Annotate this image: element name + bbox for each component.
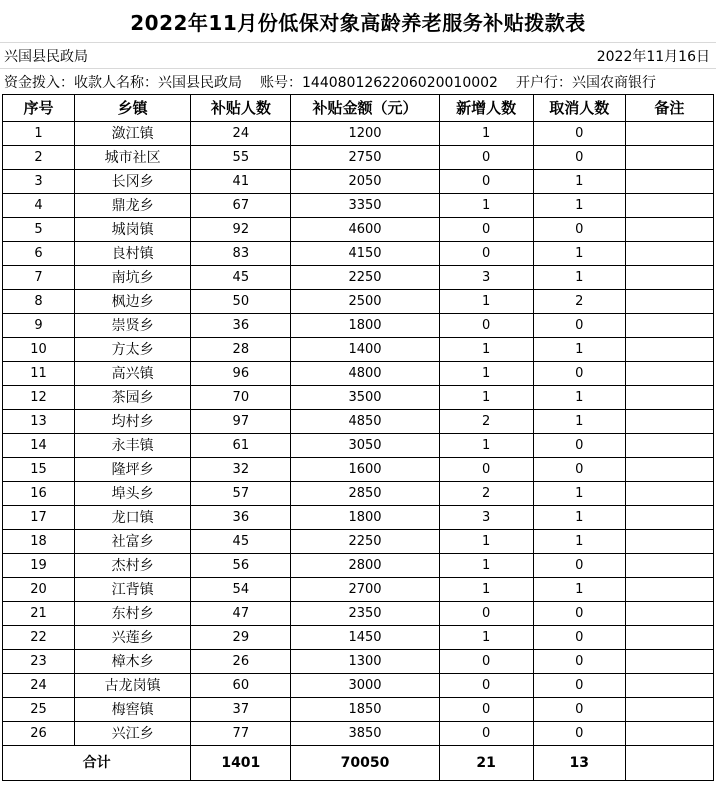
header-note[interactable]: 备注 <box>625 95 713 122</box>
cell-no[interactable]: 24 <box>3 674 75 698</box>
cell-note[interactable] <box>625 218 713 242</box>
cell-added[interactable]: 0 <box>439 170 533 194</box>
cell-no[interactable]: 20 <box>3 578 75 602</box>
cell-count[interactable]: 37 <box>191 698 291 722</box>
cell-town[interactable]: 樟木乡 <box>75 650 191 674</box>
cell-amount[interactable]: 3000 <box>291 674 439 698</box>
cell-added[interactable]: 0 <box>439 602 533 626</box>
cell-removed[interactable]: 2 <box>533 290 625 314</box>
cell-amount[interactable]: 1850 <box>291 698 439 722</box>
cell-town[interactable]: 永丰镇 <box>75 434 191 458</box>
cell-added[interactable]: 0 <box>439 146 533 170</box>
cell-amount[interactable]: 3500 <box>291 386 439 410</box>
cell-amount[interactable]: 4850 <box>291 410 439 434</box>
table-row <box>3 698 714 722</box>
cell-removed[interactable]: 1 <box>533 266 625 290</box>
table-row <box>3 482 714 506</box>
cell-note[interactable] <box>625 290 713 314</box>
cell-added[interactable]: 0 <box>439 218 533 242</box>
table-row <box>3 722 714 746</box>
cell-removed[interactable]: 1 <box>533 410 625 434</box>
total-amount[interactable]: 70050 <box>291 746 439 781</box>
cell-town[interactable]: 古龙岗镇 <box>75 674 191 698</box>
org-date-row <box>0 43 716 69</box>
cell-removed[interactable]: 0 <box>533 602 625 626</box>
cell-removed[interactable]: 1 <box>533 530 625 554</box>
total-removed[interactable]: 13 <box>533 746 625 781</box>
payee-name-field <box>4 72 242 92</box>
cell-added[interactable]: 0 <box>439 674 533 698</box>
cell-removed[interactable]: 0 <box>533 674 625 698</box>
cell-added[interactable]: 1 <box>439 122 533 146</box>
cell-town[interactable]: 兴江乡 <box>75 722 191 746</box>
cell-count[interactable]: 77 <box>191 722 291 746</box>
table-row <box>3 362 714 386</box>
cell-town[interactable]: 梅窖镇 <box>75 698 191 722</box>
cell-no[interactable]: 4 <box>3 194 75 218</box>
header-removed[interactable]: 取消人数 <box>533 95 625 122</box>
header-town[interactable]: 乡镇 <box>75 95 191 122</box>
cell-amount[interactable]: 2850 <box>291 482 439 506</box>
cell-no[interactable]: 18 <box>3 530 75 554</box>
cell-note[interactable] <box>625 674 713 698</box>
cell-note[interactable] <box>625 410 713 434</box>
cell-count[interactable]: 61 <box>191 434 291 458</box>
table-row <box>3 194 714 218</box>
cell-count[interactable]: 57 <box>191 482 291 506</box>
cell-note[interactable] <box>625 362 713 386</box>
table-row <box>3 170 714 194</box>
cell-added[interactable]: 0 <box>439 314 533 338</box>
cell-note[interactable] <box>625 314 713 338</box>
table-row <box>3 386 714 410</box>
cell-amount[interactable]: 3850 <box>291 722 439 746</box>
cell-note[interactable] <box>625 650 713 674</box>
cell-removed[interactable]: 0 <box>533 722 625 746</box>
cell-no[interactable]: 23 <box>3 650 75 674</box>
cell-added[interactable]: 1 <box>439 386 533 410</box>
cell-added[interactable]: 3 <box>439 506 533 530</box>
table-row <box>3 626 714 650</box>
payee-name: 兴国县民政局 <box>158 74 242 91</box>
cell-added[interactable]: 1 <box>439 626 533 650</box>
payee-prefix: 资金拨入：收款人名称： <box>4 74 158 91</box>
cell-no[interactable]: 13 <box>3 410 75 434</box>
cell-town[interactable]: 隆坪乡 <box>75 458 191 482</box>
cell-town[interactable]: 兴莲乡 <box>75 626 191 650</box>
cell-note[interactable] <box>625 458 713 482</box>
bank-name: 兴国农商银行 <box>571 74 656 91</box>
cell-town[interactable]: 城岗镇 <box>75 218 191 242</box>
cell-removed[interactable]: 1 <box>533 578 625 602</box>
table-row <box>3 434 714 458</box>
table-row <box>3 530 714 554</box>
cell-town[interactable]: 埠头乡 <box>75 482 191 506</box>
table-row <box>3 218 714 242</box>
header-added[interactable]: 新增人数 <box>439 95 533 122</box>
cell-removed[interactable]: 1 <box>533 242 625 266</box>
cell-removed[interactable]: 0 <box>533 218 625 242</box>
cell-amount[interactable]: 2500 <box>291 290 439 314</box>
table-row <box>3 122 714 146</box>
cell-town[interactable]: 南坑乡 <box>75 266 191 290</box>
cell-count[interactable]: 54 <box>191 578 291 602</box>
cell-no[interactable]: 16 <box>3 482 75 506</box>
cell-note[interactable] <box>625 554 713 578</box>
table-row <box>3 554 714 578</box>
cell-removed[interactable]: 0 <box>533 458 625 482</box>
cell-removed[interactable]: 0 <box>533 146 625 170</box>
table-row <box>3 674 714 698</box>
cell-added[interactable]: 0 <box>439 650 533 674</box>
table-row <box>3 602 714 626</box>
cell-no[interactable]: 8 <box>3 290 75 314</box>
account-number: 1440801262206020010002 <box>302 74 498 91</box>
table-row <box>3 146 714 170</box>
table-header-row <box>3 95 714 122</box>
total-label[interactable]: 合计 <box>3 746 191 781</box>
cell-no[interactable]: 2 <box>3 146 75 170</box>
total-note[interactable] <box>625 746 713 781</box>
cell-count[interactable]: 36 <box>191 506 291 530</box>
cell-amount[interactable]: 2800 <box>291 554 439 578</box>
cell-added[interactable]: 1 <box>439 554 533 578</box>
table-row <box>3 314 714 338</box>
cell-no[interactable]: 10 <box>3 338 75 362</box>
cell-amount[interactable]: 3050 <box>291 434 439 458</box>
cell-amount[interactable]: 2250 <box>291 266 439 290</box>
cell-count[interactable]: 45 <box>191 530 291 554</box>
sheet-title: 2022年11月份低保对象高龄养老服务补贴拨款表 <box>0 0 716 43</box>
bank-label: 开户行： <box>515 74 572 91</box>
subsidy-table <box>2 94 714 781</box>
cell-count[interactable]: 29 <box>191 626 291 650</box>
cell-removed[interactable]: 1 <box>533 386 625 410</box>
payee-row <box>0 69 716 94</box>
cell-removed[interactable]: 1 <box>533 338 625 362</box>
cell-removed[interactable]: 0 <box>533 314 625 338</box>
cell-note[interactable] <box>625 434 713 458</box>
table-row <box>3 578 714 602</box>
cell-note[interactable] <box>625 122 713 146</box>
cell-note[interactable] <box>625 506 713 530</box>
table-row <box>3 650 714 674</box>
cell-removed[interactable]: 0 <box>533 434 625 458</box>
cell-amount[interactable]: 4800 <box>291 362 439 386</box>
cell-amount[interactable]: 1450 <box>291 626 439 650</box>
cell-added[interactable]: 1 <box>439 362 533 386</box>
cell-town[interactable]: 江背镇 <box>75 578 191 602</box>
total-row <box>3 746 714 781</box>
cell-added[interactable]: 1 <box>439 194 533 218</box>
table-row <box>3 410 714 434</box>
cell-note[interactable] <box>625 698 713 722</box>
cell-amount[interactable]: 3350 <box>291 194 439 218</box>
cell-count[interactable]: 70 <box>191 386 291 410</box>
account-field <box>260 72 498 92</box>
cell-removed[interactable]: 1 <box>533 506 625 530</box>
cell-added[interactable]: 2 <box>439 482 533 506</box>
cell-no[interactable]: 19 <box>3 554 75 578</box>
cell-amount[interactable]: 2250 <box>291 530 439 554</box>
report-date: 2022年11月16日 <box>596 48 710 65</box>
cell-added[interactable]: 0 <box>439 722 533 746</box>
cell-removed[interactable]: 0 <box>533 362 625 386</box>
cell-count[interactable]: 24 <box>191 122 291 146</box>
cell-no[interactable]: 5 <box>3 218 75 242</box>
cell-amount[interactable]: 1400 <box>291 338 439 362</box>
cell-added[interactable]: 0 <box>439 242 533 266</box>
cell-no[interactable]: 21 <box>3 602 75 626</box>
cell-removed[interactable]: 0 <box>533 650 625 674</box>
cell-count[interactable]: 45 <box>191 266 291 290</box>
cell-amount[interactable]: 1800 <box>291 506 439 530</box>
cell-note[interactable] <box>625 242 713 266</box>
cell-removed[interactable]: 1 <box>533 194 625 218</box>
cell-note[interactable] <box>625 602 713 626</box>
cell-count[interactable]: 92 <box>191 218 291 242</box>
table-row <box>3 506 714 530</box>
cell-note[interactable] <box>625 194 713 218</box>
cell-note[interactable] <box>625 386 713 410</box>
header-amount[interactable]: 补贴金额（元） <box>291 95 439 122</box>
cell-removed[interactable]: 0 <box>533 122 625 146</box>
org-name: 兴国县民政局 <box>4 48 88 65</box>
cell-count[interactable]: 97 <box>191 410 291 434</box>
cell-note[interactable] <box>625 722 713 746</box>
total-added[interactable]: 21 <box>439 746 533 781</box>
cell-town[interactable]: 良村镇 <box>75 242 191 266</box>
cell-amount[interactable]: 1200 <box>291 122 439 146</box>
cell-count[interactable]: 28 <box>191 338 291 362</box>
cell-town[interactable]: 长冈乡 <box>75 170 191 194</box>
cell-amount[interactable]: 4150 <box>291 242 439 266</box>
cell-no[interactable]: 17 <box>3 506 75 530</box>
cell-removed[interactable]: 1 <box>533 170 625 194</box>
cell-count[interactable]: 83 <box>191 242 291 266</box>
cell-note[interactable] <box>625 170 713 194</box>
bank-field <box>516 72 656 92</box>
account-label: 账号： <box>260 74 302 91</box>
cell-town[interactable]: 鼎龙乡 <box>75 194 191 218</box>
cell-count[interactable]: 96 <box>191 362 291 386</box>
cell-count[interactable]: 47 <box>191 602 291 626</box>
cell-removed[interactable]: 1 <box>533 482 625 506</box>
cell-note[interactable] <box>625 146 713 170</box>
cell-no[interactable]: 22 <box>3 626 75 650</box>
cell-amount[interactable]: 2350 <box>291 602 439 626</box>
cell-town[interactable]: 高兴镇 <box>75 362 191 386</box>
cell-note[interactable] <box>625 338 713 362</box>
cell-note[interactable] <box>625 626 713 650</box>
cell-amount[interactable]: 2700 <box>291 578 439 602</box>
cell-count[interactable]: 67 <box>191 194 291 218</box>
cell-no[interactable]: 9 <box>3 314 75 338</box>
cell-town[interactable]: 潋江镇 <box>75 122 191 146</box>
cell-no[interactable]: 12 <box>3 386 75 410</box>
cell-amount[interactable]: 1300 <box>291 650 439 674</box>
cell-town[interactable]: 枫边乡 <box>75 290 191 314</box>
cell-amount[interactable]: 1800 <box>291 314 439 338</box>
cell-removed[interactable]: 0 <box>533 698 625 722</box>
table-row <box>3 266 714 290</box>
cell-count[interactable]: 26 <box>191 650 291 674</box>
cell-town[interactable]: 崇贤乡 <box>75 314 191 338</box>
cell-no[interactable]: 7 <box>3 266 75 290</box>
cell-added[interactable]: 2 <box>439 410 533 434</box>
cell-note[interactable] <box>625 482 713 506</box>
cell-town[interactable]: 茶园乡 <box>75 386 191 410</box>
cell-added[interactable]: 1 <box>439 338 533 362</box>
cell-count[interactable]: 50 <box>191 290 291 314</box>
cell-town[interactable]: 方太乡 <box>75 338 191 362</box>
cell-added[interactable]: 1 <box>439 434 533 458</box>
cell-added[interactable]: 0 <box>439 458 533 482</box>
cell-amount[interactable]: 1600 <box>291 458 439 482</box>
cell-added[interactable]: 1 <box>439 578 533 602</box>
cell-removed[interactable]: 0 <box>533 626 625 650</box>
header-count[interactable]: 补贴人数 <box>191 95 291 122</box>
cell-no[interactable]: 26 <box>3 722 75 746</box>
cell-town[interactable]: 均村乡 <box>75 410 191 434</box>
cell-amount[interactable]: 2050 <box>291 170 439 194</box>
cell-no[interactable]: 14 <box>3 434 75 458</box>
cell-no[interactable]: 25 <box>3 698 75 722</box>
cell-town[interactable]: 社富乡 <box>75 530 191 554</box>
cell-town[interactable]: 东村乡 <box>75 602 191 626</box>
cell-town[interactable]: 杰村乡 <box>75 554 191 578</box>
cell-note[interactable] <box>625 530 713 554</box>
cell-no[interactable]: 6 <box>3 242 75 266</box>
cell-amount[interactable]: 4600 <box>291 218 439 242</box>
cell-added[interactable]: 1 <box>439 290 533 314</box>
cell-count[interactable]: 41 <box>191 170 291 194</box>
cell-count[interactable]: 55 <box>191 146 291 170</box>
cell-no[interactable]: 15 <box>3 458 75 482</box>
cell-added[interactable]: 1 <box>439 530 533 554</box>
cell-no[interactable]: 3 <box>3 170 75 194</box>
cell-amount[interactable]: 2750 <box>291 146 439 170</box>
cell-town[interactable]: 城市社区 <box>75 146 191 170</box>
table-row <box>3 242 714 266</box>
cell-count[interactable]: 36 <box>191 314 291 338</box>
header-no[interactable]: 序号 <box>3 95 75 122</box>
cell-count[interactable]: 32 <box>191 458 291 482</box>
table-row <box>3 458 714 482</box>
table-row <box>3 338 714 362</box>
table-row <box>3 290 714 314</box>
cell-added[interactable]: 0 <box>439 698 533 722</box>
cell-added[interactable]: 3 <box>439 266 533 290</box>
cell-no[interactable]: 11 <box>3 362 75 386</box>
cell-note[interactable] <box>625 578 713 602</box>
cell-count[interactable]: 56 <box>191 554 291 578</box>
cell-no[interactable]: 1 <box>3 122 75 146</box>
cell-count[interactable]: 60 <box>191 674 291 698</box>
cell-town[interactable]: 龙口镇 <box>75 506 191 530</box>
cell-removed[interactable]: 0 <box>533 554 625 578</box>
cell-note[interactable] <box>625 266 713 290</box>
total-count[interactable]: 1401 <box>191 746 291 781</box>
